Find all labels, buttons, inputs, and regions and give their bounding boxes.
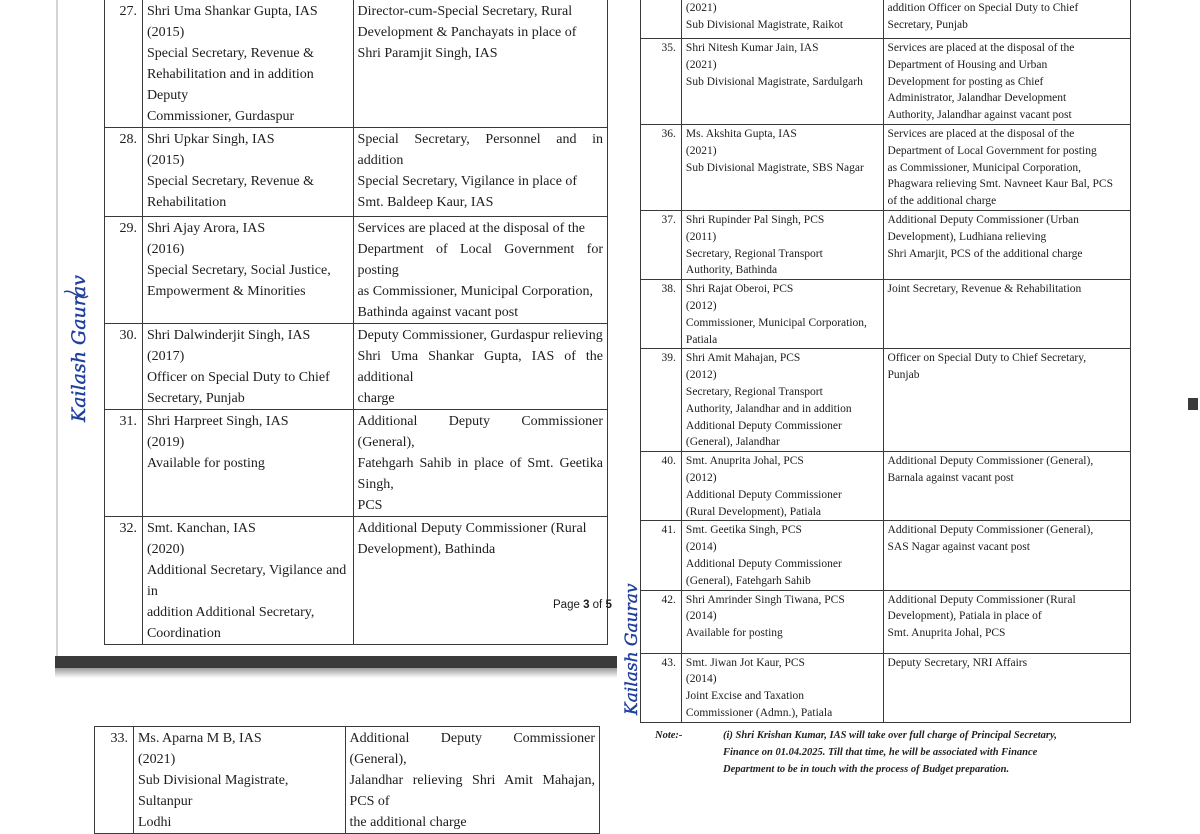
- signature-text: Kailash Gaurav: [68, 275, 90, 422]
- officer-line: (2021): [685, 2, 717, 14]
- posting-line: Additional Deputy Commissioner (General),: [887, 524, 1094, 537]
- serial-number: 27.: [105, 0, 143, 128]
- table-row: [105, 517, 608, 645]
- officer-cell: [142, 410, 353, 517]
- officer-line: Ms. Aparna M B, IAS: [137, 731, 262, 746]
- officer-line: (2021): [137, 752, 176, 767]
- note-line: Department to be in touch with the process of Budget preparation.: [723, 764, 1010, 775]
- posting-line: Department of Housing and Urban: [887, 58, 1048, 71]
- page-divider: [55, 656, 617, 668]
- posting-cell: [345, 727, 600, 834]
- officer-line: (2015): [146, 153, 185, 168]
- officer-line: Smt. Jiwan Jot Kaur, PCS: [685, 656, 805, 669]
- officer-cell: [681, 349, 883, 452]
- officer-line: Empowerment & Minorities: [146, 284, 306, 299]
- officer-line: addition Additional Secretary,: [146, 605, 315, 620]
- posting-line: Director-cum-Special Secretary, Rural: [357, 4, 573, 19]
- officer-cell: [142, 324, 353, 410]
- officer-line: Lodhi: [137, 815, 172, 830]
- officer-line: Smt. Anuprita Johal, PCS: [685, 455, 804, 468]
- officer-line: (2021): [685, 58, 717, 71]
- officer-cell: [142, 217, 353, 324]
- note-text: [723, 727, 1128, 778]
- officer-line: (2011): [685, 230, 717, 243]
- officer-cell: [681, 521, 883, 590]
- officer-line: Available for posting: [685, 627, 783, 640]
- officer-line: Joint Excise and Taxation: [685, 690, 805, 703]
- officer-line: Officer on Special Duty to Chief: [146, 370, 330, 385]
- note-label: Note:-: [655, 730, 683, 741]
- officer-line: Smt. Geetika Singh, PCS: [685, 524, 802, 537]
- posting-line: Special Secretary, Vigilance in place of: [357, 174, 578, 189]
- officer-line: Additional Deputy Commissioner: [685, 419, 842, 432]
- table-row: [105, 410, 608, 517]
- officer-line: Authority, Bathinda: [685, 264, 778, 277]
- table-row: [105, 217, 608, 324]
- serial-number: 29.: [105, 217, 143, 324]
- posting-line: Secretary, Punjab: [887, 18, 968, 31]
- serial-number: 42.: [641, 590, 682, 653]
- posting-cell: [883, 521, 1130, 590]
- officer-line: Shri Uma Shankar Gupta, IAS: [146, 4, 318, 19]
- officer-line: (2020): [146, 542, 185, 557]
- posting-cell: [353, 0, 607, 128]
- posting-line: Services are placed at the disposal of the: [887, 42, 1075, 54]
- posting-cell: [353, 410, 607, 517]
- posting-line: Shri Paramjit Singh, IAS: [357, 46, 498, 61]
- serial-number: 30.: [105, 324, 143, 410]
- table-row: [641, 653, 1131, 722]
- officer-cell: [681, 452, 883, 521]
- posting-line: Administrator, Jalandhar Development: [887, 92, 1067, 105]
- note-line: Finance on 01.04.2025. Till that time, he will be associated with Finance: [723, 747, 1038, 758]
- officer-line: Additional Deputy Commissioner: [685, 488, 842, 501]
- officer-line: (General), Fatehgarh Sahib: [685, 574, 811, 587]
- posting-line: Special Secretary, Personnel and in addition: [357, 132, 603, 168]
- posting-line: Punjab: [887, 369, 920, 382]
- table-row: [641, 452, 1131, 521]
- posting-line: Shri Uma Shankar Gupta, IAS of the additional: [357, 349, 603, 385]
- officer-cell: [142, 517, 353, 645]
- posting-cell: [883, 0, 1130, 39]
- table-row: [641, 349, 1131, 452]
- table-row: [641, 39, 1131, 125]
- note-line: (i) Shri Krishan Kumar, IAS will take over full charge of Principal Secretary,: [723, 730, 1057, 741]
- officer-line: Special Secretary, Social Justice,: [146, 263, 331, 278]
- officer-line: Secretary, Regional Transport: [685, 247, 823, 260]
- officer-cell: [681, 653, 883, 722]
- officer-line: (2014): [685, 541, 717, 554]
- posting-line: Development for posting as Chief: [887, 75, 1044, 88]
- serial-number: 36.: [641, 124, 682, 210]
- officer-line: (2017): [146, 349, 185, 364]
- officer-line: (2016): [146, 242, 185, 257]
- table-row: [641, 0, 1131, 39]
- posting-cell: [353, 217, 607, 324]
- posting-line: Joint Secretary, Revenue & Rehabilitation: [887, 283, 1082, 296]
- officer-cell: [681, 590, 883, 653]
- posting-line: Additional Deputy Commissioner (Urban: [887, 213, 1079, 226]
- serial-number: 40.: [641, 452, 682, 521]
- posting-line: Development), Bathinda: [357, 542, 496, 557]
- officer-cell: [681, 124, 883, 210]
- signature-right: [615, 565, 655, 720]
- officer-line: Shri Dalwinderjit Singh, IAS: [146, 328, 311, 343]
- officer-cell: [142, 128, 353, 217]
- posting-cell: [883, 349, 1130, 452]
- officer-cell: [133, 727, 345, 834]
- posting-cell: [883, 124, 1130, 210]
- serial-number: 31.: [105, 410, 143, 517]
- officer-line: Coordination: [146, 626, 221, 641]
- officer-line: Shri Amit Mahajan, PCS: [685, 352, 801, 365]
- table-row: [641, 521, 1131, 590]
- posting-table-bottom: [94, 726, 600, 834]
- officer-cell: [681, 39, 883, 125]
- posting-cell: [883, 653, 1130, 722]
- table-row: [641, 280, 1131, 349]
- posting-line: Development), Patiala in place of: [887, 610, 1042, 623]
- serial-number: 28.: [105, 128, 143, 217]
- table-row: [105, 324, 608, 410]
- posting-table-left: [104, 0, 608, 645]
- posting-line: Development & Panchayats in place of: [357, 25, 577, 40]
- posting-cell: [353, 517, 607, 645]
- officer-line: (2012): [685, 369, 717, 382]
- officer-line: Rehabilitation and in addition Deputy: [146, 67, 314, 103]
- officer-line: Secretary, Punjab: [146, 391, 245, 406]
- posting-line: Additional Deputy Commissioner (General),: [349, 731, 595, 767]
- posting-line: Development), Ludhiana relieving: [887, 230, 1047, 243]
- serial-number: 41.: [641, 521, 682, 590]
- officer-line: Secretary, Regional Transport: [685, 385, 823, 398]
- serial-number: 35.: [641, 39, 682, 125]
- officer-line: Sub Divisional Magistrate, SBS Nagar: [685, 161, 864, 174]
- officer-cell: [681, 280, 883, 349]
- posting-line: Fatehgarh Sahib in place of Smt. Geetika Singh,: [357, 456, 603, 492]
- posting-line: charge: [357, 391, 395, 406]
- posting-cell: [353, 324, 607, 410]
- officer-line: Patiala: [685, 333, 718, 346]
- posting-line: the additional charge: [349, 815, 467, 830]
- officer-line: Sub Divisional Magistrate, Sultanpur: [137, 773, 289, 809]
- officer-line: Authority, Jalandhar and in addition: [685, 402, 852, 415]
- posting-cell: [353, 128, 607, 217]
- serial-number: 33.: [95, 727, 134, 834]
- posting-line: Services are placed at the disposal of the: [357, 221, 585, 236]
- serial-number: 39.: [641, 349, 682, 452]
- officer-cell: [681, 210, 883, 279]
- posting-line: Additional Deputy Commissioner (Rural: [357, 521, 587, 536]
- officer-line: Special Secretary, Revenue &: [146, 46, 314, 61]
- officer-line: Commissioner (Admn.), Patiala: [685, 706, 833, 719]
- posting-table-right: [640, 0, 1131, 723]
- officer-line: (2014): [685, 673, 717, 686]
- posting-line: Services are placed at the disposal of the: [887, 127, 1075, 140]
- posting-line: Phagwara relieving Smt. Navneet Kaur Bal, PCS: [887, 178, 1114, 191]
- officer-line: (General), Jalandhar: [685, 436, 780, 449]
- table-row: [105, 128, 608, 217]
- posting-line: Additional Deputy Commissioner (General),: [887, 455, 1094, 468]
- officer-line: (2014): [685, 610, 717, 623]
- serial-number: [641, 0, 682, 39]
- officer-line: (Rural Development), Patiala: [685, 505, 822, 518]
- serial-number: 32.: [105, 517, 143, 645]
- posting-line: Deputy Commissioner, Gurdaspur relieving: [357, 328, 603, 343]
- posting-line: Bathinda against vacant post: [357, 305, 519, 320]
- posting-line: Smt. Anuprita Johal, PCS: [887, 627, 1006, 640]
- serial-number: 37.: [641, 210, 682, 279]
- officer-cell: [681, 0, 883, 39]
- officer-line: Sub Divisional Magistrate, Sardulgarh: [685, 75, 863, 88]
- officer-line: (2021): [685, 144, 717, 157]
- posting-line: Shri Amarjit, PCS of the additional charge: [887, 247, 1083, 260]
- posting-cell: [883, 590, 1130, 653]
- officer-line: Ms. Akshita Gupta, IAS: [685, 127, 797, 140]
- posting-line: as Commissioner, Municipal Corporation,: [887, 161, 1081, 174]
- table-row: [641, 590, 1131, 653]
- officer-line: (2015): [146, 25, 185, 40]
- signature-text: Kailash Gaurav: [622, 583, 642, 715]
- table-row: [105, 0, 608, 128]
- officer-line: Shri Ajay Arora, IAS: [146, 221, 266, 236]
- posting-line: Smt. Baldeep Kaur, IAS: [357, 195, 494, 210]
- officer-line: Sub Divisional Magistrate, Raikot: [685, 18, 844, 31]
- posting-line: of the additional charge: [887, 195, 997, 208]
- posting-cell: [883, 39, 1130, 125]
- posting-cell: [883, 210, 1130, 279]
- table-row: [95, 727, 600, 834]
- posting-line: Department of Local Government for posting: [887, 144, 1097, 157]
- officer-line: Shri Rupinder Pal Singh, PCS: [685, 213, 825, 226]
- officer-line: (2012): [685, 299, 717, 312]
- officer-cell: [142, 0, 353, 128]
- officer-line: Available for posting: [146, 456, 265, 471]
- officer-line: Additional Deputy Commissioner: [685, 557, 842, 570]
- officer-line: Shri Upkar Singh, IAS: [146, 132, 275, 147]
- posting-line: Additional Deputy Commissioner (Rural: [887, 593, 1076, 606]
- posting-line: Deputy Secretary, NRI Affairs: [887, 656, 1028, 669]
- posting-line: SAS Nagar against vacant post: [887, 541, 1030, 554]
- posting-cell: [883, 452, 1130, 521]
- officer-line: Shri Amrinder Singh Tiwana, PCS: [685, 593, 845, 606]
- table-row: [641, 124, 1131, 210]
- officer-line: Commissioner, Municipal Corporation,: [685, 316, 867, 329]
- posting-line: Officer on Special Duty to Chief Secretary,: [887, 352, 1087, 365]
- officer-line: Shri Nitesh Kumar Jain, IAS: [685, 42, 819, 54]
- posting-line: Additional Deputy Commissioner (General),: [357, 414, 603, 450]
- officer-line: Shri Rajat Oberoi, PCS: [685, 283, 794, 296]
- officer-line: (2019): [146, 435, 185, 450]
- officer-line: Rehabilitation: [146, 195, 227, 210]
- scroll-marker: [1188, 398, 1198, 410]
- officer-line: Shri Harpreet Singh, IAS: [146, 414, 289, 429]
- officer-line: Additional Secretary, Vigilance and in: [146, 563, 347, 599]
- page-divider-shadow: [55, 668, 617, 678]
- serial-number: 43.: [641, 653, 682, 722]
- signature-left: [58, 262, 108, 427]
- officer-line: Commissioner, Gurdaspur: [146, 109, 295, 124]
- officer-line: Smt. Kanchan, IAS: [146, 521, 256, 536]
- posting-line: PCS: [357, 498, 383, 513]
- posting-line: as Commissioner, Municipal Corporation,: [357, 284, 594, 299]
- officer-line: (2012): [685, 471, 717, 484]
- posting-line: addition Officer on Special Duty to Chief: [887, 2, 1079, 14]
- officer-line: Special Secretary, Revenue &: [146, 174, 314, 189]
- posting-cell: [883, 280, 1130, 349]
- serial-number: 38.: [641, 280, 682, 349]
- posting-line: Jalandhar relieving Shri Amit Mahajan, PCS of: [349, 773, 595, 809]
- page-number: Page 3 of 5: [553, 599, 612, 611]
- posting-line: Department of Local Government for posting: [357, 242, 603, 278]
- posting-line: Barnala against vacant post: [887, 471, 1014, 484]
- table-row: [641, 210, 1131, 279]
- posting-line: Authority, Jalandhar against vacant post: [887, 109, 1072, 122]
